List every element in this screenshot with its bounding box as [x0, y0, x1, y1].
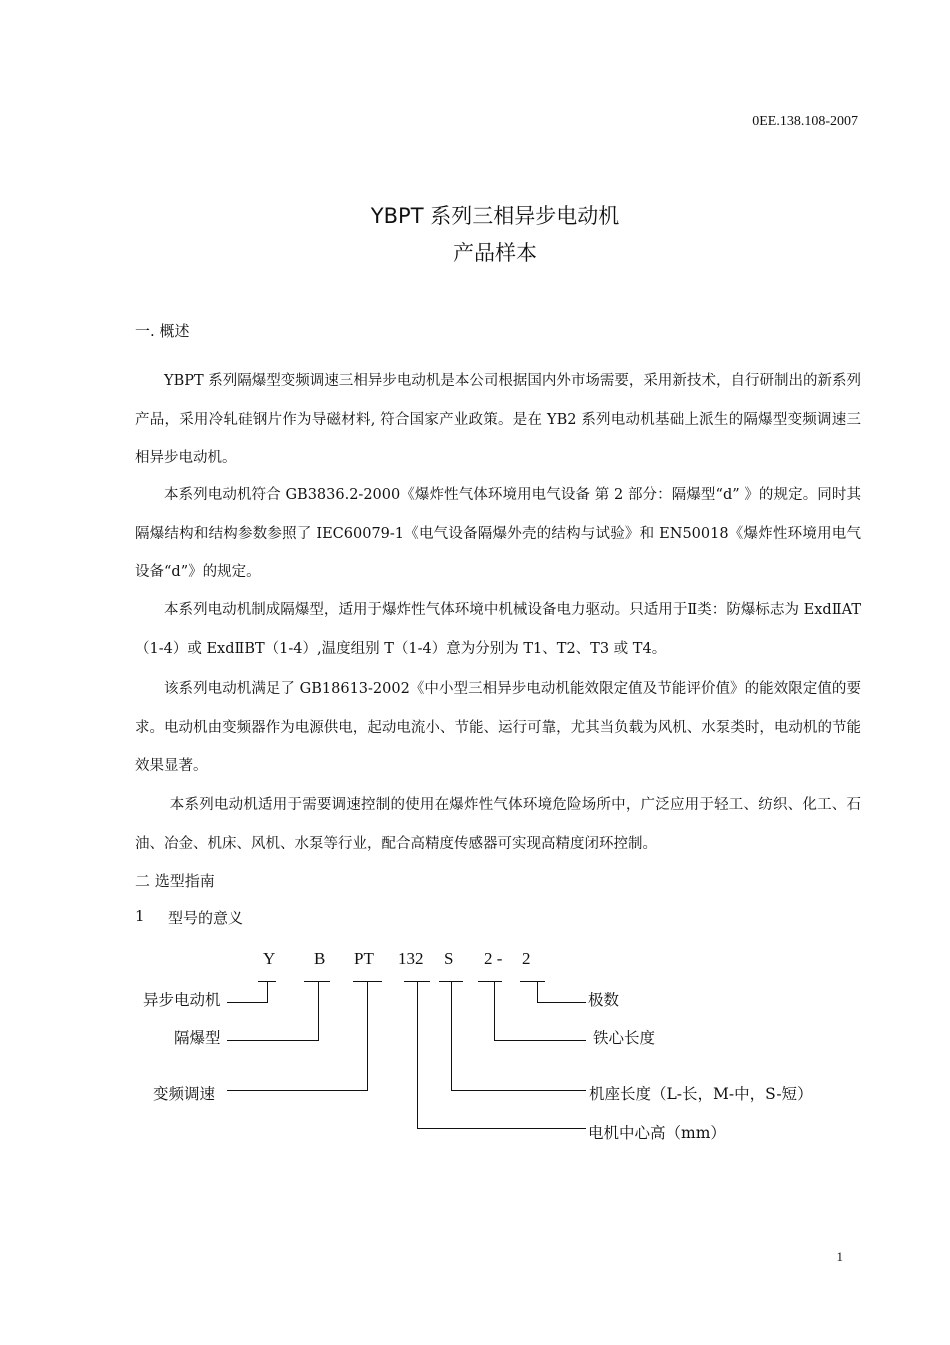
label-variable-frequency: 变频调速: [153, 1085, 216, 1103]
label-poles: 极数: [588, 991, 620, 1009]
label-explosion-proof: 隔爆型: [174, 1029, 221, 1047]
document-subtitle: 产品样本: [453, 241, 537, 265]
label-core-length: 铁心长度: [593, 1029, 656, 1047]
leader-y: [227, 981, 268, 1003]
overview-paragraph: 本系列电动机适用于需要调速控制的使用在爆炸性气体环境危险场所中，广泛应用于轻工、纺织、化工、石油、冶金、机床、风机、水泵等行业，配合高精度传感器可实现高精度闭环控制。: [135, 797, 861, 852]
label-frame-length: 机座长度（L-长，M-中，S-短）: [589, 1085, 813, 1103]
section-heading-selection: 二 选型指南: [135, 872, 215, 890]
overview-paragraph: 该系列电动机满足了 GB18613-2002《中小型三相异步电动机能效限定值及节能评价值》的能效限定值的要求。电动机由变频器作为电源供电，起动电流小、节能、运行可靠，尤其当负载为风机、水泵类时，电动机的节能效果显著。: [135, 681, 861, 774]
section-heading-overview: 一. 概述: [135, 322, 190, 340]
overview-paragraph: 本系列电动机符合 GB3836.2-2000《爆炸性气体环境用电气设备 第 2 部分：隔爆型“d” 》的规定。同时其隔爆结构和结构参数参照了 IEC60079-1《电气设备隔爆外壳的结构与试验》和 EN50018《爆炸性环境用电气设备“d”》的规定。: [135, 487, 861, 580]
page-number: 1: [836, 1249, 843, 1264]
leader-length: [452, 981, 587, 1091]
leader-core: [495, 981, 587, 1041]
code-poles: 2: [522, 949, 531, 968]
code-y: Y: [263, 949, 276, 968]
code-center-height: 132: [398, 949, 424, 968]
document-number: 0EE.138.108-2007: [752, 114, 858, 129]
leader-b: [227, 981, 319, 1041]
leader-poles: [538, 981, 587, 1003]
label-center-height: 电机中心高（mm）: [588, 1124, 726, 1142]
leader-height: [418, 981, 587, 1129]
code-frame-length: S: [444, 949, 454, 968]
code-b: B: [314, 949, 326, 968]
label-async-motor: 异步电动机: [143, 991, 221, 1009]
subsection-heading: 型号的意义: [168, 909, 244, 927]
subsection-number: 1: [135, 907, 145, 925]
code-core-length: 2 -: [484, 949, 503, 968]
overview-paragraph: YBPT 系列隔爆型变频调速三相异步电动机是本公司根据国内外市场需要，采用新技术，自行研制出的新系列产品，采用冷轧硅钢片作为导磁材料, 符合国家产业政策。是在 YB2 系列电动机基础上派生的隔爆型变频调速三相异步电动机。: [135, 373, 861, 466]
document-title: YBPT 系列三相异步电动机: [370, 204, 620, 228]
code-pt: PT: [354, 949, 374, 968]
leader-pt: [227, 981, 368, 1091]
overview-paragraph: 本系列电动机制成隔爆型，适用于爆炸性气体环境中机械设备电力驱动。只适用于Ⅱ类：防爆标志为 ExdⅡAT（1-4）或 ExdⅡBT（1-4）,温度组别 T（1-4）意为分别为 T1、T2、T3 或 T4。: [135, 602, 861, 657]
